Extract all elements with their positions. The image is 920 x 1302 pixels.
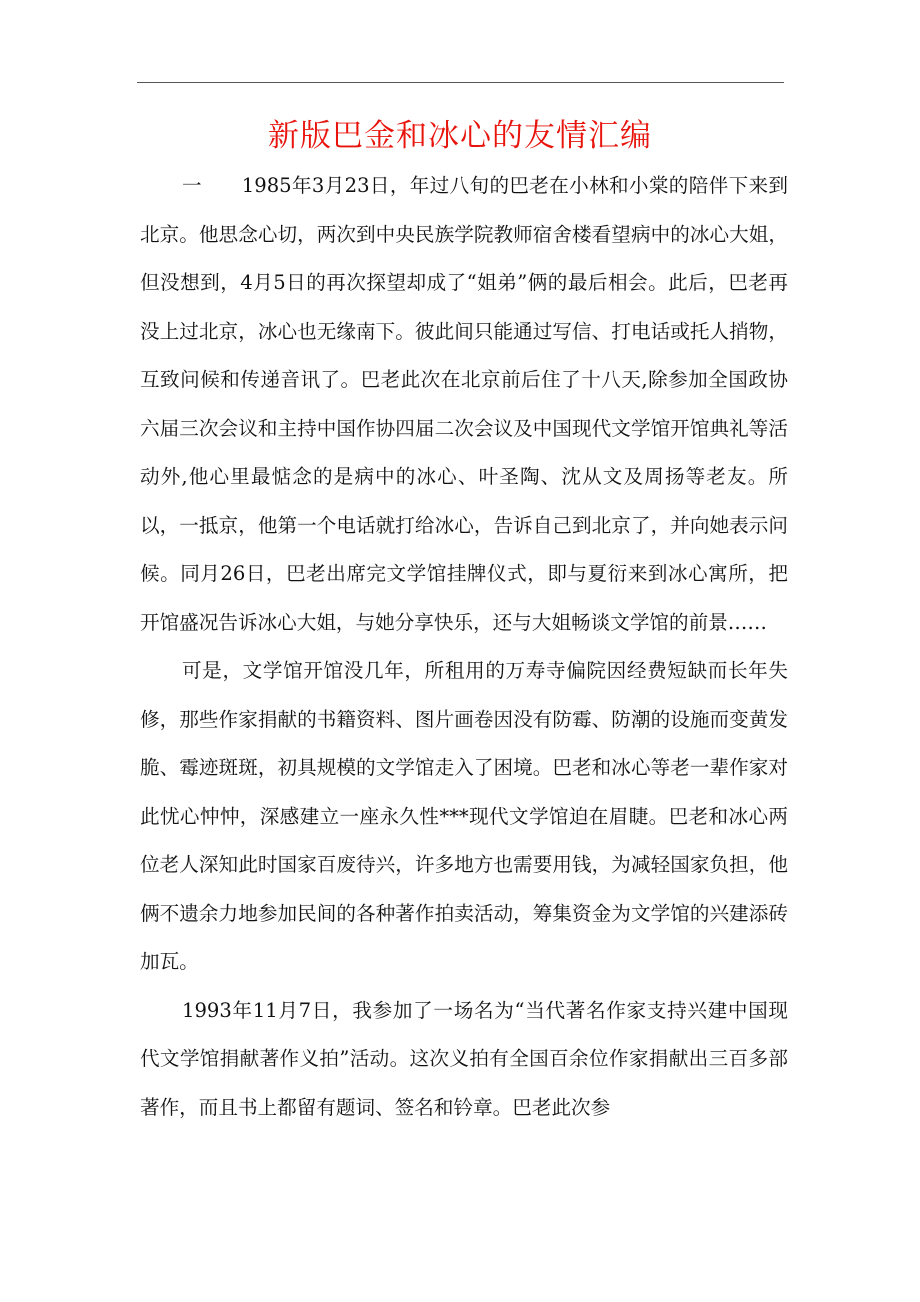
document-title: 新版巴金和冰心的友情汇编 bbox=[268, 118, 652, 154]
paragraph-3: 1993年11月7日，我参加了一场名为“当代著名作家支持兴建中国现代文学馆捐献著作义拍”活动。这次义拍有全国百余位作家捐献出三百多部著作，而且书上都留有题词、签名和钤章。巴老此次参 bbox=[140, 998, 788, 1119]
document-body bbox=[140, 162, 788, 1132]
header-rule bbox=[137, 82, 784, 83]
paragraph-2: 可是，文学馆开馆没几年，所租用的万寿寺偏院因经费短缺而长年失修，那些作家捐献的书籍资料、图片画卷因没有防霉、防潮的设施而变黄发脆、霉迹斑斑，初具规模的文学馆走入了困境。巴老和冰心等老一辈作家对此忧心忡忡，深感建立一座永久性***现代文学馆迫在眉睫。巴老和冰心两位老人深知此时国家百废待兴，许多地方也需要用钱，为减轻国家负担，他俩不遗余力地参加民间的各种著作拍卖活动，筹集资金为文学馆的兴建添砖加瓦。 bbox=[140, 659, 788, 973]
paragraph-1: 一 1985年3月23日，年过八旬的巴老在小林和小棠的陪伴下来到北京。他思念心切，两次到中央民族学院教师宿舍楼看望病中的冰心大姐，但没想到，4月5日的再次探望却成了“姐弟”俩的最后相会。此后，巴老再没上过北京，冰心也无缘南下。彼此间只能通过写信、打电话或托人捎物，互致问候和传递音讯了。巴老此次在北京前后住了十八天,除参加全国政协六届三次会议和主持中国作协四届二次会议及中国现代文学馆开馆典礼等活动外,他心里最惦念的是病中的冰心、叶圣陶、沈从文及周扬等老友。所以，一抵京，他第一个电话就打给冰心，告诉自己到北京了，并向她表示问候。同月26日，巴老出席完文学馆挂牌仪式，即与夏衍来到冰心寓所，把开馆盛况告诉冰心大姐，与她分享快乐，还与大姐畅谈文学馆的前景…… bbox=[140, 174, 788, 634]
